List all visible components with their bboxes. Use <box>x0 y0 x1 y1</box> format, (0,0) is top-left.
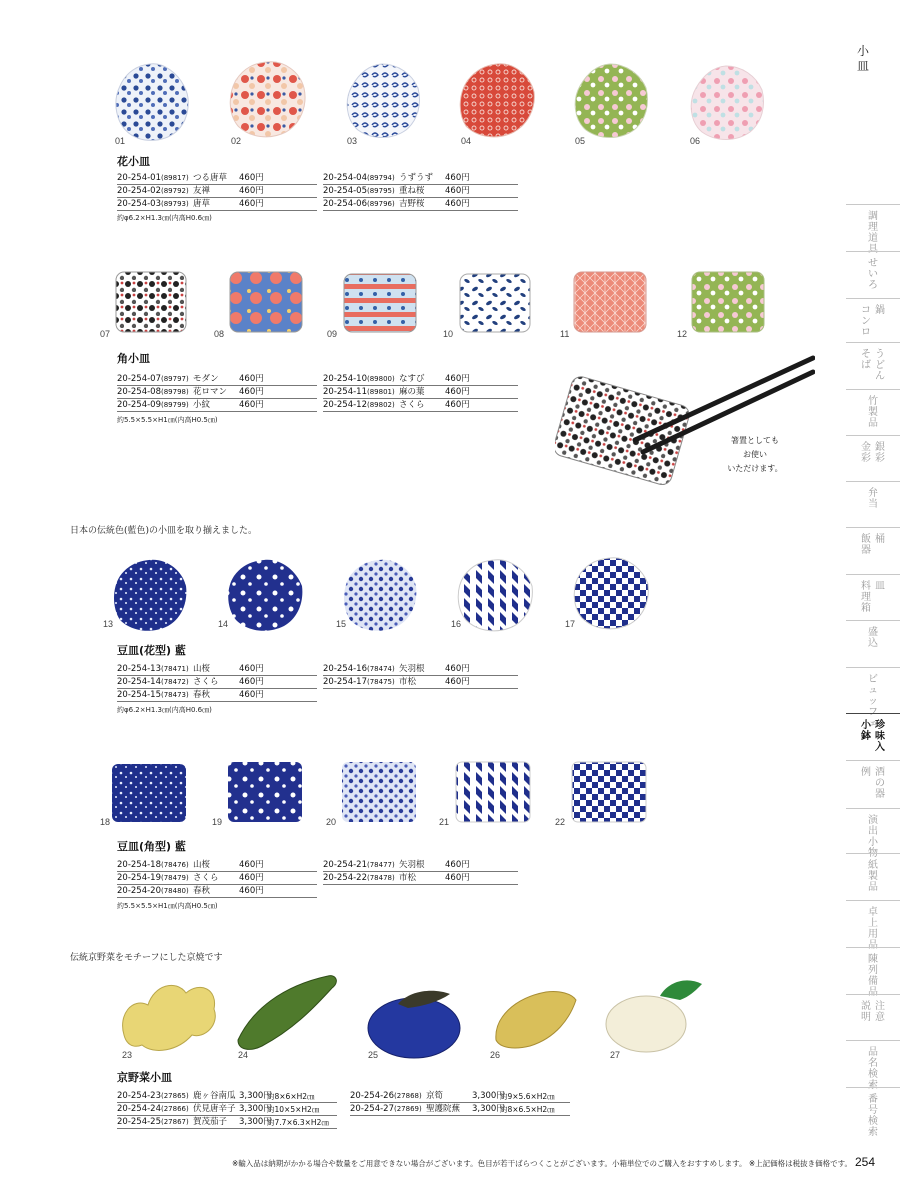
product-price: 460円 <box>239 173 264 183</box>
product-code: 20-254-12 <box>323 400 367 410</box>
product-price: 460円 <box>445 199 470 209</box>
product-name: 伏見唐辛子 <box>193 1104 236 1114</box>
product-price: 460円 <box>239 664 264 674</box>
product-sub: (27866) <box>161 1105 189 1113</box>
product-price: 3,300円 <box>239 1117 272 1127</box>
dish-09-komon-image <box>340 270 420 336</box>
note-line: いただけます。 <box>727 464 783 473</box>
item-number: 12 <box>677 329 688 339</box>
product-name: なすび <box>399 374 425 384</box>
product-name: 重ね桜 <box>399 186 425 196</box>
dish-12-sakura-image <box>688 268 768 336</box>
product-sub: (89796) <box>367 200 395 208</box>
price-row <box>117 172 317 185</box>
item-number: 23 <box>122 1050 133 1060</box>
product-code: 20-254-06 <box>323 199 367 209</box>
dish-27-shogoin-kabura-image <box>602 974 706 1058</box>
category-label: 飯器 <box>861 534 871 556</box>
product-code: 20-254-20 <box>117 886 161 896</box>
item-number: 16 <box>451 619 462 629</box>
product-name: 吉野桜 <box>399 199 425 209</box>
item-number: 06 <box>690 136 701 146</box>
item-number: 10 <box>443 329 454 339</box>
category-title: 小皿 <box>856 44 869 73</box>
item-number: 05 <box>575 136 586 146</box>
price-row <box>323 663 518 676</box>
category-tab[interactable] <box>846 389 900 435</box>
category-tab[interactable] <box>846 853 900 900</box>
category-tab[interactable] <box>846 760 900 808</box>
product-sub: (78478) <box>367 874 395 882</box>
page-number: 254 <box>855 1155 876 1169</box>
category-label: 桶 <box>875 534 885 545</box>
product-price: 3,300円 <box>472 1091 505 1101</box>
product-code: 20-254-18 <box>117 860 161 870</box>
dish-15-shunju-image <box>338 556 420 636</box>
item-number: 18 <box>100 817 111 827</box>
product-name: さくら <box>193 873 219 883</box>
price-row <box>323 373 518 386</box>
product-code: 20-254-23 <box>117 1091 161 1101</box>
note-line: 箸置としても <box>731 436 779 445</box>
category-tab[interactable] <box>846 574 900 620</box>
price-row <box>350 1103 570 1116</box>
product-price: 460円 <box>239 374 264 384</box>
item-number: 22 <box>555 817 566 827</box>
product-sub: (78474) <box>367 665 395 673</box>
category-tab[interactable] <box>846 994 900 1040</box>
product-code: 20-254-01 <box>117 173 161 183</box>
category-label: うどん <box>875 349 885 382</box>
product-name: さくら <box>193 677 219 687</box>
product-name: 市松 <box>399 677 417 687</box>
price-row <box>117 885 317 898</box>
price-row <box>323 198 518 211</box>
product-sub: (89800) <box>367 375 395 383</box>
product-sub: (78471) <box>161 665 189 673</box>
product-code: 20-254-03 <box>117 199 161 209</box>
dish-01-tsuru-karakusa-image <box>108 60 192 144</box>
product-price: 460円 <box>239 690 264 700</box>
product-name: 麻の葉 <box>399 387 425 397</box>
indigo-tagline: 日本の伝統色(藍色)の小皿を取り揃えました。 <box>70 526 258 536</box>
kyoto-tagline: 伝統京野菜をモチーフにした京焼です <box>70 953 223 963</box>
product-code: 20-254-15 <box>117 690 161 700</box>
product-size: 約7.7×6.3×H2㎝ <box>267 1118 329 1127</box>
category-label: 演出小物 <box>868 815 878 859</box>
product-size: 約8×6.5×H2㎝ <box>500 1105 555 1114</box>
product-price: 460円 <box>445 860 470 870</box>
product-price: 3,300円 <box>472 1104 505 1114</box>
product-sub: (78472) <box>161 678 189 686</box>
category-label: 料理箱 <box>861 581 871 614</box>
dish-24-fushimi-togarashi-image <box>232 970 344 1054</box>
category-label: 鍋 <box>875 305 885 316</box>
product-name: 市松 <box>399 873 417 883</box>
item-number: 09 <box>327 329 338 339</box>
product-name: うずうず <box>399 173 434 183</box>
dish-06-yoshino-zakura-image <box>684 62 768 144</box>
item-number: 24 <box>238 1050 249 1060</box>
product-code: 20-254-17 <box>323 677 367 687</box>
product-code: 20-254-22 <box>323 873 367 883</box>
category-tab[interactable] <box>846 1087 900 1138</box>
category-label: 注意 <box>875 1001 885 1023</box>
dish-19-sakura-image <box>224 758 306 826</box>
item-number: 20 <box>326 817 337 827</box>
category-label: 小鉢 <box>861 720 871 742</box>
dish-05-kasane-zakura-image <box>568 60 652 144</box>
product-name: 矢羽根 <box>399 860 425 870</box>
product-name: 花ロマン <box>193 387 228 397</box>
item-number: 15 <box>336 619 347 629</box>
category-tab[interactable] <box>846 713 900 760</box>
dish-07-modern-image <box>112 268 190 336</box>
product-name: 京筍 <box>426 1091 444 1101</box>
category-tab[interactable] <box>846 342 900 389</box>
dish-02-yuzen-image <box>224 58 310 142</box>
product-name: 賀茂茄子 <box>193 1117 228 1127</box>
product-name: 春秋 <box>193 886 211 896</box>
product-price: 460円 <box>445 374 470 384</box>
price-row <box>117 872 317 885</box>
price-row <box>323 399 518 412</box>
product-price: 3,300円 <box>239 1091 272 1101</box>
product-code: 20-254-26 <box>350 1091 394 1101</box>
product-price: 460円 <box>239 886 264 896</box>
category-label: 紙製品 <box>868 860 878 893</box>
dish-03-karakusa-image <box>340 60 424 144</box>
product-code: 20-254-19 <box>117 873 161 883</box>
category-label: 品名検索 <box>868 1047 878 1091</box>
category-tab[interactable] <box>846 204 900 255</box>
item-number: 03 <box>347 136 358 146</box>
product-sub: (27865) <box>161 1092 189 1100</box>
category-tab[interactable] <box>846 900 900 951</box>
product-name: モダン <box>193 374 219 384</box>
category-tab[interactable] <box>846 947 900 998</box>
category-label: コンロ <box>861 305 871 338</box>
price-row <box>117 1116 337 1129</box>
price-row <box>117 373 317 386</box>
dish-17-ichimatsu-image <box>568 554 652 634</box>
product-code: 20-254-16 <box>323 664 367 674</box>
product-sub: (78476) <box>161 861 189 869</box>
category-tab[interactable] <box>846 527 900 574</box>
dish-16-yabane-image <box>452 556 536 636</box>
product-price: 460円 <box>445 677 470 687</box>
item-number: 17 <box>565 619 576 629</box>
price-row <box>323 386 518 399</box>
product-price: 460円 <box>239 199 264 209</box>
price-row <box>117 1090 337 1103</box>
item-number: 08 <box>214 329 225 339</box>
category-label: ビュッフェ <box>868 674 878 729</box>
product-name: 友禅 <box>193 186 211 196</box>
item-number: 04 <box>461 136 472 146</box>
price-row <box>117 399 317 412</box>
dish-13-yamazakura-image <box>108 556 190 636</box>
product-sub: (78479) <box>161 874 189 882</box>
section-title: 京野菜小皿 <box>117 1071 172 1084</box>
price-row <box>117 663 317 676</box>
item-number: 21 <box>439 817 450 827</box>
category-label: 例 <box>861 767 871 778</box>
product-sub: (89792) <box>161 187 189 195</box>
product-code: 20-254-08 <box>117 387 161 397</box>
product-size: 約9×5.6×H2㎝ <box>500 1092 555 1101</box>
product-name: 聖護院蕪 <box>426 1104 461 1114</box>
section-title: 花小皿 <box>117 155 150 168</box>
section-title: 角小皿 <box>117 352 150 365</box>
product-name: 鹿ヶ谷南瓜 <box>193 1091 236 1101</box>
price-row <box>117 859 317 872</box>
dimensions-note: 約5.5×5.5×H1㎝(内高H0.5㎝) <box>117 416 218 424</box>
price-row <box>117 689 317 702</box>
product-price: 460円 <box>445 173 470 183</box>
category-label: 番号検索 <box>868 1094 878 1138</box>
category-label: 銀彩 <box>875 442 885 464</box>
category-label: 卓上用品 <box>868 907 878 951</box>
price-row <box>117 676 317 689</box>
product-name: つる唐草 <box>193 173 228 183</box>
category-label: 酒の器 <box>875 767 885 800</box>
chopstick-rest-note <box>725 434 785 476</box>
product-name: 矢羽根 <box>399 664 425 674</box>
product-price: 460円 <box>239 873 264 883</box>
dimensions-note: 約5.5×5.5×H1㎝(内高H0.5㎝) <box>117 902 218 910</box>
product-sub: (89794) <box>367 174 395 182</box>
category-label: 珍味入 <box>875 720 885 753</box>
footer-note: ※輸入品は納期がかかる場合や数量をご用意できない場合がございます。色目が若干ばらつくことがございます。小箱単位でのご購入をおすすめします。 ※上記価格は税抜き価格です。 <box>232 1159 853 1168</box>
category-label: そば <box>861 349 871 371</box>
product-code: 20-254-07 <box>117 374 161 384</box>
item-number: 01 <box>115 136 126 146</box>
product-code: 20-254-13 <box>117 664 161 674</box>
item-number: 19 <box>212 817 223 827</box>
price-row <box>350 1090 570 1103</box>
item-number: 25 <box>368 1050 379 1060</box>
section-title: 豆皿(花型) 藍 <box>117 644 186 657</box>
category-label: 説明 <box>861 1001 871 1023</box>
category-tab[interactable] <box>846 667 900 729</box>
category-label: 盛込 <box>868 627 878 649</box>
product-size: 約10×5×H2㎝ <box>267 1105 320 1114</box>
price-row <box>323 185 518 198</box>
product-name: さくら <box>399 400 425 410</box>
product-code: 20-254-25 <box>117 1117 161 1127</box>
item-number: 13 <box>103 619 114 629</box>
product-name: 唐草 <box>193 199 211 209</box>
product-price: 3,300円 <box>239 1104 272 1114</box>
product-sub: (78475) <box>367 678 395 686</box>
dish-14-sakura-image <box>222 556 306 636</box>
category-label: 陳列備品 <box>868 954 878 998</box>
dish-21-yabane-image <box>452 758 534 826</box>
price-row <box>117 198 317 211</box>
category-label: せいろ <box>868 258 878 291</box>
product-code: 20-254-14 <box>117 677 161 687</box>
product-code: 20-254-04 <box>323 173 367 183</box>
product-sub: (78477) <box>367 861 395 869</box>
product-price: 460円 <box>239 387 264 397</box>
product-price: 460円 <box>445 400 470 410</box>
dish-04-uzuuzu-image <box>454 60 540 144</box>
product-sub: (27867) <box>161 1118 189 1126</box>
product-code: 20-254-09 <box>117 400 161 410</box>
category-tab[interactable] <box>846 298 900 342</box>
product-sub: (89817) <box>161 174 189 182</box>
product-code: 20-254-10 <box>323 374 367 384</box>
dish-20-shunju-image <box>338 758 420 826</box>
product-sub: (27868) <box>394 1092 422 1100</box>
dimensions-note: 約φ6.2×H1.3㎝(内高H0.6㎝) <box>117 214 212 222</box>
product-price: 460円 <box>239 677 264 687</box>
dimensions-note: 約φ6.2×H1.3㎝(内高H0.6㎝) <box>117 706 212 714</box>
item-number: 07 <box>100 329 111 339</box>
note-line: お使い <box>743 450 767 459</box>
dish-08-hana-roman-image <box>226 268 306 336</box>
product-sub: (89797) <box>161 375 189 383</box>
price-row <box>117 386 317 399</box>
product-code: 20-254-05 <box>323 186 367 196</box>
dish-10-nasubi-image <box>456 270 534 336</box>
section-title: 豆皿(角型) 藍 <box>117 840 186 853</box>
product-price: 460円 <box>239 400 264 410</box>
dish-26-kyo-takenoko-image <box>486 984 582 1054</box>
price-row <box>323 172 518 185</box>
category-tab[interactable] <box>846 251 900 298</box>
category-tab[interactable] <box>846 435 900 481</box>
product-name: 小紋 <box>193 400 211 410</box>
product-code: 20-254-24 <box>117 1104 161 1114</box>
product-price: 460円 <box>445 387 470 397</box>
product-sub: (89793) <box>161 200 189 208</box>
product-name: 春秋 <box>193 690 211 700</box>
category-label: 弁当 <box>868 488 878 510</box>
price-row <box>323 859 518 872</box>
product-sub: (78480) <box>161 887 189 895</box>
item-number: 26 <box>490 1050 501 1060</box>
product-sub: (78473) <box>161 691 189 699</box>
product-name: 山桜 <box>193 664 211 674</box>
dish-22-ichimatsu-image <box>568 758 650 826</box>
category-label: 竹製品 <box>868 396 878 429</box>
product-name: 山桜 <box>193 860 211 870</box>
product-price: 460円 <box>239 860 264 870</box>
product-price: 460円 <box>445 186 470 196</box>
price-row <box>323 676 518 689</box>
dish-23-shishigatani-kabocha-image <box>114 975 222 1059</box>
product-sub: (89795) <box>367 187 395 195</box>
category-label: 調理道具 <box>868 211 878 255</box>
price-row <box>323 872 518 885</box>
product-sub: (89799) <box>161 401 189 409</box>
item-number: 11 <box>560 329 570 339</box>
item-number: 27 <box>610 1050 621 1060</box>
category-tab[interactable] <box>846 481 900 527</box>
product-code: 20-254-21 <box>323 860 367 870</box>
item-number: 14 <box>218 619 229 629</box>
dish-11-asanoha-image <box>570 268 650 336</box>
product-code: 20-254-02 <box>117 186 161 196</box>
product-code: 20-254-11 <box>323 387 367 397</box>
price-row <box>117 1103 337 1116</box>
product-price: 460円 <box>445 873 470 883</box>
product-sub: (27869) <box>394 1105 422 1113</box>
product-price: 460円 <box>239 186 264 196</box>
category-label: 金彩 <box>861 442 871 464</box>
dish-25-kamo-nasu-image <box>364 980 464 1062</box>
product-code: 20-254-27 <box>350 1104 394 1114</box>
product-price: 460円 <box>445 664 470 674</box>
dish-18-yamazakura-image <box>108 760 190 826</box>
product-size: 約8×6×H2㎝ <box>267 1092 315 1101</box>
category-tab[interactable] <box>846 620 900 667</box>
category-tab[interactable] <box>846 1040 900 1091</box>
price-row <box>117 185 317 198</box>
product-sub: (89802) <box>367 401 395 409</box>
category-label: 皿 <box>875 581 885 592</box>
category-tab[interactable] <box>846 808 900 859</box>
product-sub: (89801) <box>367 388 395 396</box>
item-number: 02 <box>231 136 242 146</box>
product-sub: (89798) <box>161 388 189 396</box>
